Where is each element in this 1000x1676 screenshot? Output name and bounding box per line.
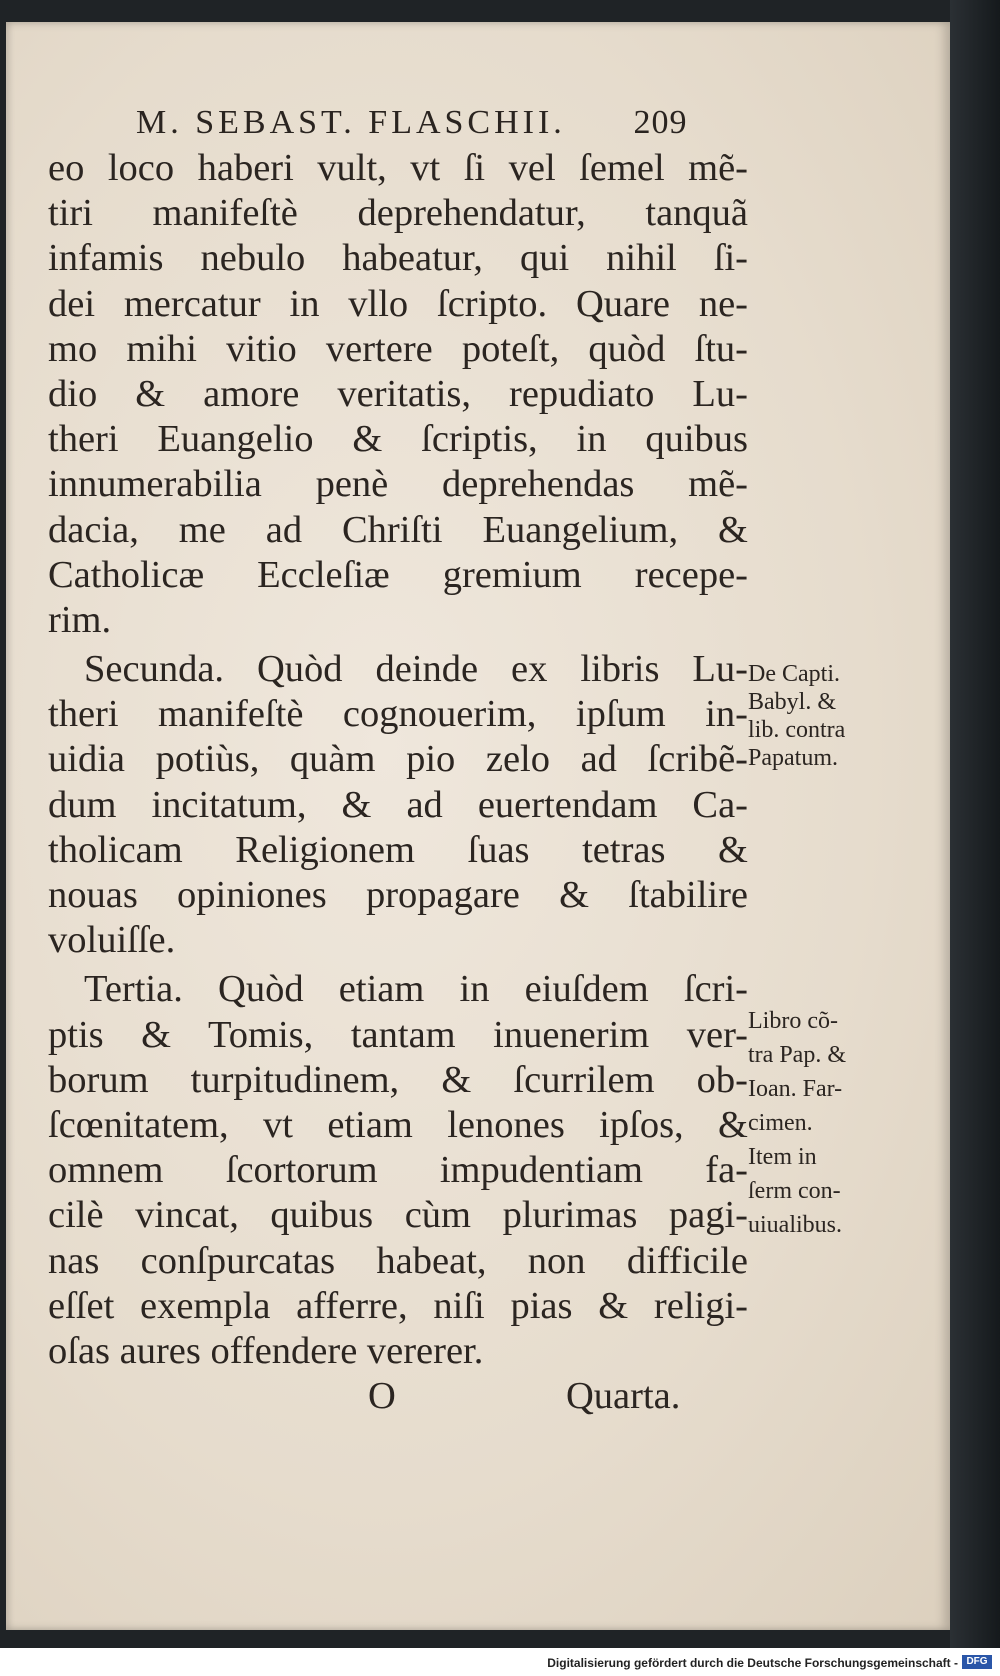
text-line: tholicam Religionem ſuas tetras & [48, 828, 748, 871]
margin-note [748, 660, 898, 772]
signature-mark: O [368, 1375, 396, 1418]
text-line: dum incitatum, & ad euertendam Ca- [48, 783, 748, 826]
page-number: 209 [633, 104, 688, 141]
paragraph-tertia-start: Tertia. Quòd etiam in eiuſdem ſcri- [84, 968, 748, 1011]
text-line: borum turpitudinem, & ſcurrilem ob- [48, 1058, 748, 1101]
text-line: rim. [48, 598, 112, 641]
catchword: Quarta. [566, 1375, 681, 1418]
book-spine-edge [950, 0, 1000, 1648]
text-line: uidia potiùs, quàm pio zelo ad ſcribẽ- [48, 738, 748, 781]
text-line: dacia, me ad Chriſti Euangelium, & [48, 508, 748, 551]
body-text [48, 146, 748, 1419]
margin-note-line: Libro cõ- [748, 1008, 838, 1034]
text-line: nouas opiniones propagare & ſtabilire [48, 874, 748, 916]
text-line: theri Euangelio & ſcriptis, in quibus [48, 418, 748, 461]
margin-note-line: uiualibus. [748, 1212, 842, 1238]
margin-note-line: ſerm con- [748, 1178, 841, 1204]
text-line: cilè vincat, quibus cùm plurimas pagi- [48, 1194, 748, 1237]
text-line: oſas aures offendere vererer. [48, 1329, 484, 1372]
text-line: tiri manifeſtè deprehendatur, tanquã [48, 192, 748, 235]
text-line: innumerabilia penè deprehendas mẽ- [48, 463, 748, 506]
margin-note-line: De Capti. [748, 661, 840, 687]
text-line: ſcœnitatem, vt etiam lenones ipſos, & [48, 1103, 748, 1146]
text-line: mo mihi vitio vertere poteſt, quòd ſtu- [48, 327, 748, 370]
text-line: dio & amore veritatis, repudiato Lu- [48, 372, 748, 415]
text-line: omnem ſcortorum impudentiam fa- [48, 1149, 748, 1192]
margin-note-line: Ioan. Far- [748, 1076, 843, 1102]
catchline [48, 1374, 748, 1419]
paragraph-secunda-start: Secunda. Quòd deinde ex libris Lu- [84, 648, 748, 691]
text-line: nas conſpurcatas habeat, non difficile [48, 1239, 748, 1282]
text-line: dei mercatur in vllo ſcripto. Quare ne- [48, 282, 748, 325]
margin-note-line: Item in [748, 1144, 817, 1170]
text-line: voluiſſe. [48, 919, 176, 962]
margin-note [748, 1004, 898, 1242]
running-head [136, 104, 736, 142]
margin-note-line: tra Pap. & [748, 1042, 846, 1068]
margin-note-line: lib. contra [748, 717, 846, 743]
text-line: theri manifeſtè cognouerim, ipſum in- [48, 693, 748, 736]
dfg-logo: DFG [962, 1655, 992, 1669]
margin-note-line: Babyl. & [748, 689, 836, 715]
text-line: infamis nebulo habeatur, qui nihil ſi- [48, 237, 748, 280]
text-line: eo loco haberi vult, vt ſi vel ſemel mẽ- [48, 147, 748, 189]
text-line: Catholicæ Eccleſiæ gremium recepe- [48, 553, 748, 596]
digitization-credit: Digitalisierung gefördert durch die Deutsche Forschungsgemeinschaft - [547, 1656, 958, 1670]
margin-note-line: Papatum. [748, 745, 838, 771]
running-head-title: M. SEBAST. FLASCHII. [136, 104, 566, 141]
margin-note-line: cimen. [748, 1110, 813, 1136]
text-line: eſſet exempla afferre, niſi pias & religi- [48, 1284, 748, 1327]
text-line: ptis & Tomis, tantam inuenerim ver- [48, 1013, 748, 1056]
